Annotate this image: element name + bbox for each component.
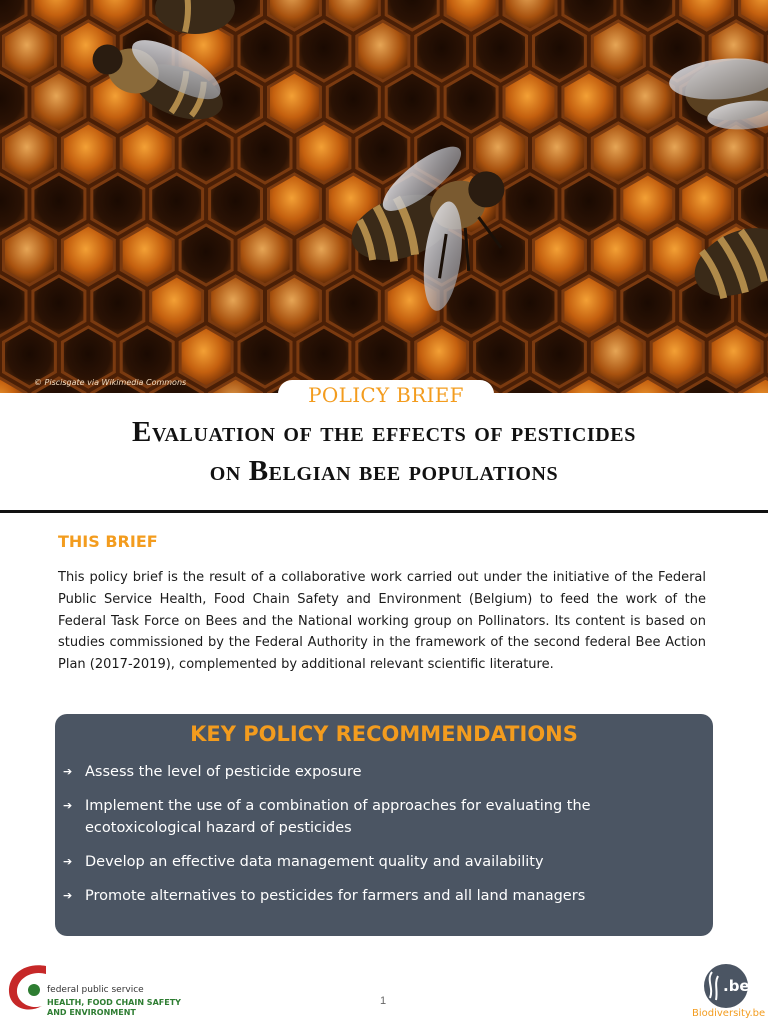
honeycomb-cell bbox=[269, 72, 321, 132]
honeycomb-cell bbox=[534, 21, 586, 81]
honeycomb-cell bbox=[563, 174, 615, 234]
arrow-right-icon: ➔ bbox=[63, 889, 73, 902]
honeycomb-cell bbox=[357, 21, 409, 81]
biodiversity-label: Biodiversity.be bbox=[692, 1008, 766, 1019]
honeycomb-cell bbox=[151, 276, 203, 336]
honeycomb-cell bbox=[592, 123, 644, 183]
hero-photo bbox=[0, 0, 768, 393]
honeycomb-cell bbox=[622, 276, 674, 336]
this-brief-body: This policy brief is the result of a collaborative work carried out under the initiative of the Federal Public Service Health, Food Chain Safety and Environment (Belgium) to feed the work of the Federal Task Force on Bees and the National working group on Pollinators. Its content is based on studies commissioned by the Federal Authority in the framework of the second federal Bee Action Plan (2017-2019), complemented by additional relevant scientific literature. bbox=[58, 570, 706, 673]
honeycomb-cell bbox=[327, 276, 379, 336]
honeycomb-cell bbox=[269, 276, 321, 336]
honeycomb-cell bbox=[651, 123, 703, 183]
honeycomb-cell bbox=[357, 327, 409, 387]
honeycomb-cell bbox=[239, 123, 291, 183]
honeycomb-cell bbox=[151, 174, 203, 234]
this-brief-heading: THIS BRIEF bbox=[58, 532, 158, 551]
biodiversity-logo-mark: .be bbox=[723, 977, 750, 995]
fps-department-line-1: HEALTH, FOOD CHAIN SAFETY bbox=[47, 998, 181, 1007]
honeycomb-cell bbox=[180, 225, 232, 285]
honeycomb-cell bbox=[327, 72, 379, 132]
honeycomb-cell bbox=[239, 327, 291, 387]
list-item bbox=[63, 795, 709, 839]
honeycomb-cell bbox=[416, 21, 468, 81]
arrow-right-icon: ➔ bbox=[63, 799, 73, 812]
honeycomb-cell bbox=[475, 225, 527, 285]
recommendations-box bbox=[55, 714, 713, 936]
policy-brief-label bbox=[278, 380, 494, 410]
honeycomb-cell bbox=[710, 123, 762, 183]
honeycomb-cell bbox=[563, 276, 615, 336]
honeycomb-cell bbox=[62, 123, 114, 183]
recommendation-text: Develop an effective data management quality and availability bbox=[85, 854, 544, 870]
photo-credit: © Piscisgate via Wikimedia Commons bbox=[34, 378, 187, 387]
honeycomb-cell bbox=[534, 225, 586, 285]
page-title-line-1: Evaluation of the effects of pesticides bbox=[132, 416, 636, 448]
list-item bbox=[63, 761, 709, 783]
honeycomb-cell bbox=[269, 174, 321, 234]
honeycomb-cell bbox=[33, 72, 85, 132]
honeycomb-cell bbox=[622, 72, 674, 132]
honeycomb-cell bbox=[504, 174, 556, 234]
honeycomb-cell bbox=[622, 174, 674, 234]
honeycomb-cell bbox=[504, 72, 556, 132]
honeycomb-cell bbox=[210, 174, 262, 234]
honeycomb-cell bbox=[121, 123, 173, 183]
honeycomb-cell bbox=[592, 21, 644, 81]
list-item bbox=[63, 885, 709, 907]
policy-brief-text: POLICY BRIEF bbox=[308, 383, 464, 407]
honeycomb-cell bbox=[504, 276, 556, 336]
honeycomb-cell bbox=[210, 276, 262, 336]
biodiversity-logo-icon bbox=[696, 962, 752, 1010]
honeycomb-cell bbox=[4, 21, 56, 81]
honeycomb-cell bbox=[475, 327, 527, 387]
honeycomb-cell bbox=[592, 327, 644, 387]
honeycomb-cell bbox=[416, 327, 468, 387]
title-divider bbox=[0, 510, 768, 513]
honeycomb-cell bbox=[475, 21, 527, 81]
recommendation-text: Implement the use of a combination of approaches for evaluating the ecotoxicological hazard of pesticides bbox=[85, 798, 591, 836]
arrow-right-icon: ➔ bbox=[63, 765, 73, 778]
honeycomb-cell bbox=[92, 174, 144, 234]
list-item bbox=[63, 851, 709, 873]
recommendation-text: Assess the level of pesticide exposure bbox=[85, 764, 362, 780]
honeycomb-cell bbox=[298, 327, 350, 387]
fps-department-line-2: AND ENVIRONMENT bbox=[47, 1008, 136, 1017]
honeycomb-cell bbox=[681, 174, 733, 234]
honeycomb-cell bbox=[298, 21, 350, 81]
honeycomb-cell bbox=[592, 225, 644, 285]
honeycomb-cell bbox=[651, 327, 703, 387]
honeycomb-cell bbox=[180, 123, 232, 183]
page-title-line-2: on Belgian bee populations bbox=[209, 455, 559, 487]
honeycomb-cell bbox=[386, 72, 438, 132]
honeycomb-bees-image bbox=[0, 0, 768, 393]
honeycomb-cell bbox=[239, 21, 291, 81]
honeycomb-cell bbox=[92, 276, 144, 336]
honeycomb-cell bbox=[4, 225, 56, 285]
honeycomb-cell bbox=[33, 276, 85, 336]
honeycomb-cell bbox=[33, 174, 85, 234]
honeycomb-cell bbox=[534, 327, 586, 387]
page-number: 1 bbox=[380, 995, 387, 1007]
honeycomb-cell bbox=[4, 123, 56, 183]
honeycomb-cell bbox=[563, 72, 615, 132]
honeycomb-cell bbox=[534, 123, 586, 183]
honeycomb-cell bbox=[445, 72, 497, 132]
honeycomb-cell bbox=[180, 327, 232, 387]
honeycomb-cell bbox=[121, 225, 173, 285]
recommendations-title: KEY POLICY RECOMMENDATIONS bbox=[190, 722, 578, 746]
recommendation-text: Promote alternatives to pesticides for farmers and all land managers bbox=[85, 888, 586, 904]
recommendations-list bbox=[63, 761, 709, 907]
honeycomb-cell bbox=[710, 327, 762, 387]
honeycomb-cell bbox=[239, 225, 291, 285]
arrow-right-icon: ➔ bbox=[63, 855, 73, 868]
honeycomb-cell bbox=[298, 123, 350, 183]
honeycomb-cell bbox=[357, 123, 409, 183]
honeycomb-cell bbox=[298, 225, 350, 285]
honeycomb-cell bbox=[62, 225, 114, 285]
fps-name: federal public service bbox=[47, 985, 144, 995]
